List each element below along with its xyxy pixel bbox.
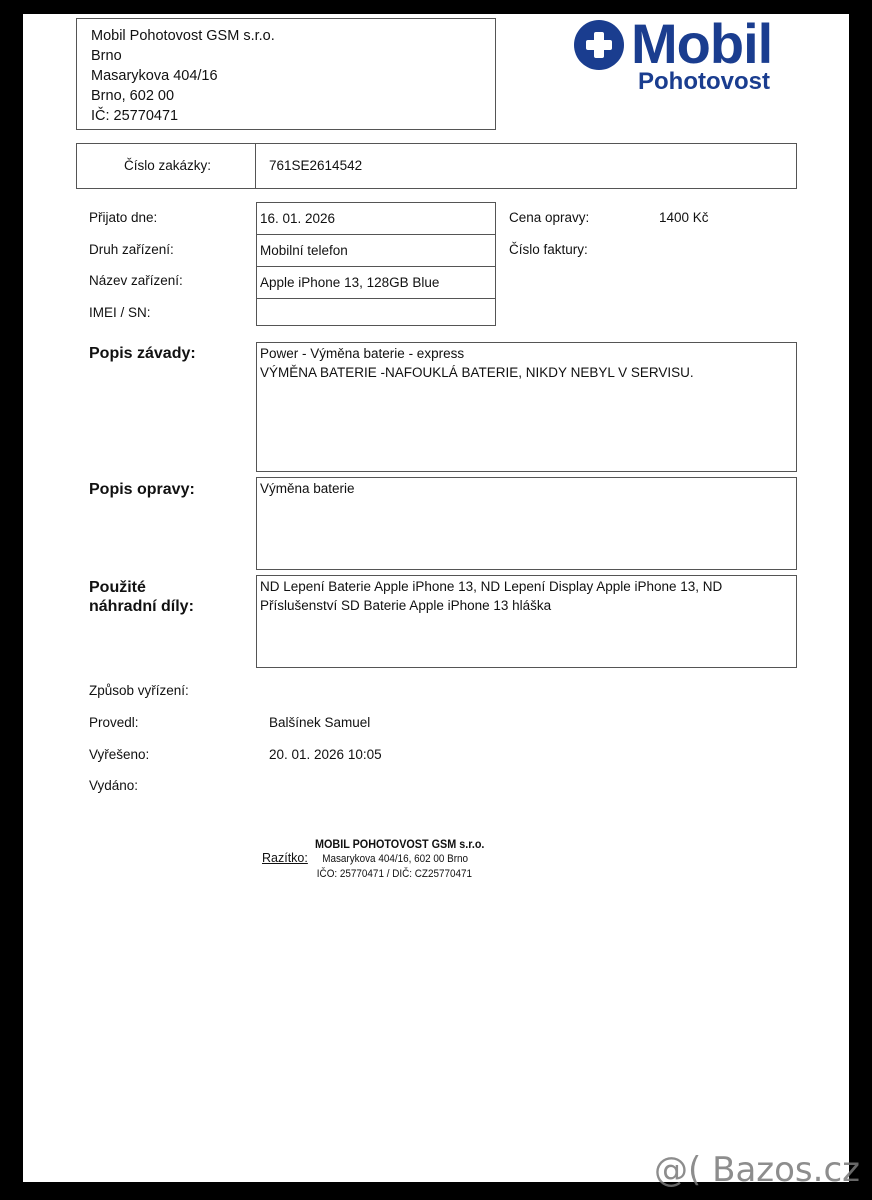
logo-text-mobil: Mobil <box>631 12 773 75</box>
order-number-label: Číslo zakázky: <box>124 158 212 173</box>
repair-box <box>256 477 797 570</box>
repair-label: Popis opravy: <box>89 481 195 498</box>
parts-label <box>89 578 194 616</box>
company-city: Brno <box>91 48 122 64</box>
stamp-label: Razítko: <box>262 851 308 865</box>
document-page <box>23 14 849 1182</box>
received-field <box>256 202 496 235</box>
imei-label: IMEI / SN: <box>89 305 151 320</box>
defect-label: Popis závady: <box>89 345 196 362</box>
device-type-field <box>256 234 496 267</box>
invoice-label: Číslo faktury: <box>509 242 588 257</box>
repair-text: Výměna baterie <box>260 481 355 496</box>
parts-line-1: ND Lepení Baterie Apple iPhone 13, ND Lepení Display Apple iPhone 13, ND <box>260 579 723 594</box>
company-postal: Brno, 602 00 <box>91 88 175 104</box>
company-ic: IČ: 25770471 <box>91 108 179 124</box>
device-name-value: Apple iPhone 13, 128GB Blue <box>260 275 440 290</box>
parts-label-line-1: Použité <box>89 579 146 596</box>
device-name-field <box>256 266 496 299</box>
price-value: 1400 Kč <box>659 210 709 225</box>
device-type-value: Mobilní telefon <box>260 243 348 258</box>
resolved-value: 20. 01. 2026 10:05 <box>269 747 382 762</box>
received-label: Přijato dne: <box>89 210 158 225</box>
device-name-label: Název zařízení: <box>89 273 183 288</box>
performed-by-value: Balšínek Samuel <box>269 715 371 730</box>
defect-box <box>256 342 797 472</box>
order-number-value: 761SE2614542 <box>269 158 363 173</box>
issued-label: Vydáno: <box>89 778 139 793</box>
parts-box <box>256 575 797 668</box>
resolved-label: Vyřešeno: <box>89 747 150 762</box>
parts-line-2: Příslušenství SD Baterie Apple iPhone 13 hláška <box>260 598 552 613</box>
company-name: Mobil Pohotovost GSM s.r.o. <box>91 28 275 44</box>
received-value: 16. 01. 2026 <box>260 211 336 226</box>
stamp-line-1: MOBIL POHOTOVOST GSM s.r.o. <box>315 837 485 851</box>
company-stamp <box>315 837 503 882</box>
defect-line-1: Power - Výměna baterie - express <box>260 346 465 361</box>
company-street: Masarykova 404/16 <box>91 68 218 84</box>
logo-text-pohotovost: Pohotovost <box>638 68 770 95</box>
method-label: Způsob vyřízení: <box>89 683 189 698</box>
parts-label-line-2: náhradní díly: <box>89 598 194 615</box>
plus-icon <box>574 20 624 70</box>
price-label: Cena opravy: <box>509 210 590 225</box>
imei-field <box>256 298 496 326</box>
watermark: @( Bazos.cz <box>654 1150 860 1190</box>
defect-line-2: VÝMĚNA BATERIE -NAFOUKLÁ BATERIE, NIKDY NEBYL V SERVISU. <box>260 365 694 380</box>
stamp-line-2: Masarykova 404/16, 602 00 Brno <box>322 853 469 865</box>
company-address-box <box>76 18 496 130</box>
performed-by-label: Provedl: <box>89 715 139 730</box>
stamp-line-3: IČO: 25770471 / DIČ: CZ25770471 <box>316 868 473 880</box>
device-type-label: Druh zařízení: <box>89 242 174 257</box>
